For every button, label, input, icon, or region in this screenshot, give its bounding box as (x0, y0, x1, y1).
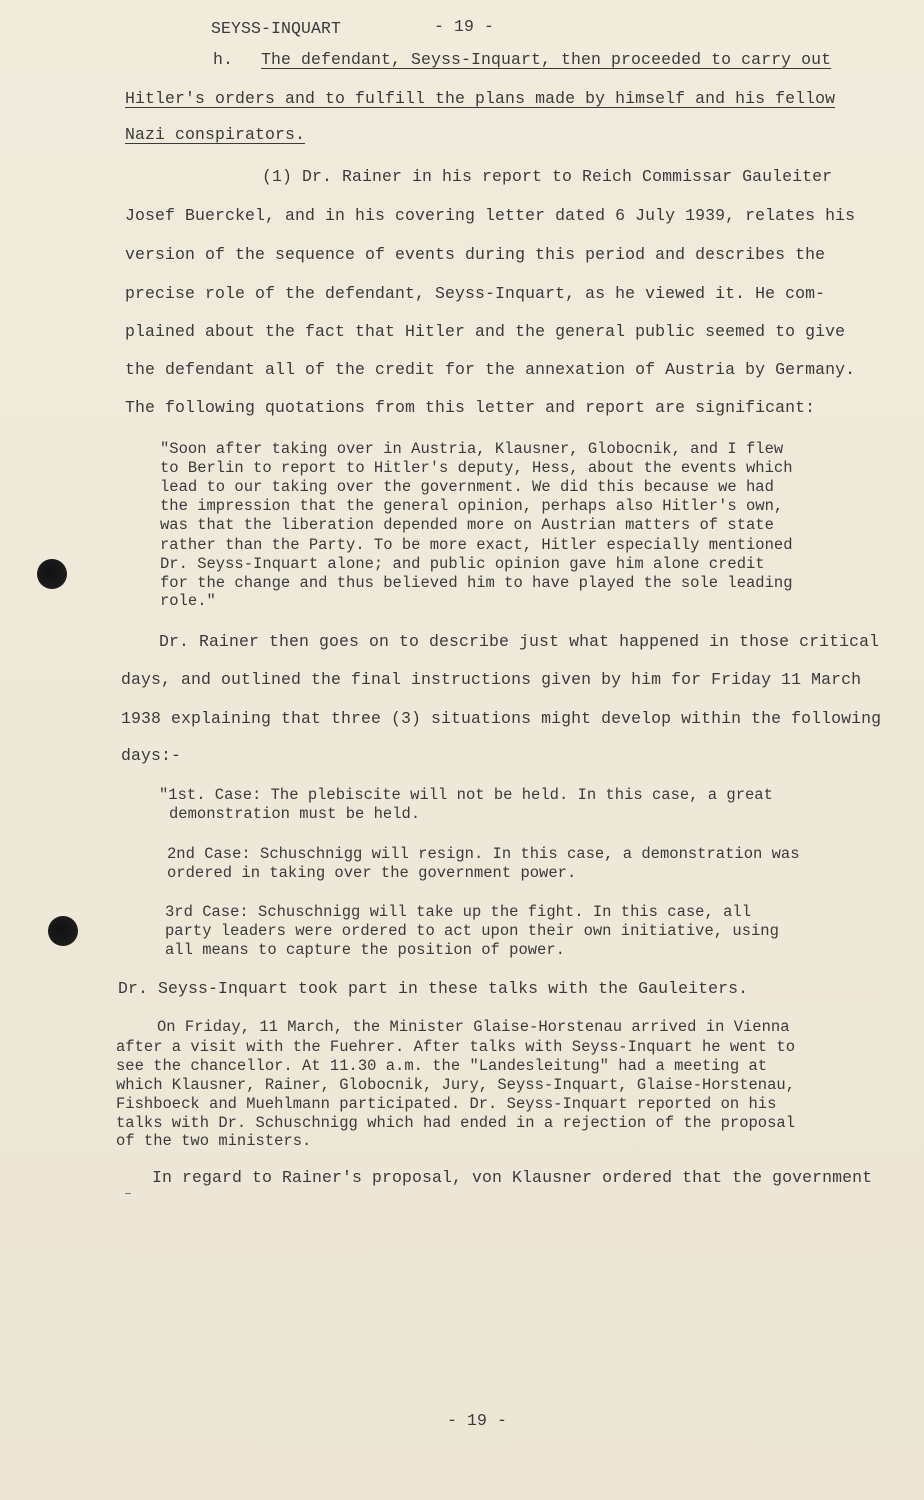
case3-line: 3rd Case: Schuschnigg will take up the fight. In this case, all (165, 903, 751, 921)
para4-line: talks with Dr. Schuschnigg which had ended in a rejection of the proposal (116, 1114, 796, 1132)
header-page-number: - 19 - (434, 17, 495, 36)
quote-line: was that the liberation depended more on Austrian matters of state (160, 516, 774, 534)
para1-line: The following quotations from this letter and report are significant: (125, 398, 816, 417)
para1-line: precise role of the defendant, Seyss-Inquart, as he viewed it. He com- (125, 284, 826, 303)
quote-line: lead to our taking over the government. We did this because we had (160, 478, 774, 496)
case1-line: demonstration must be held. (169, 805, 421, 823)
quote-line: the impression that the general opinion, perhaps also Hitler's own, (160, 497, 784, 515)
stray-mark (125, 1193, 131, 1194)
case3-line: all means to capture the position of power. (165, 941, 565, 959)
quote-line: "Soon after taking over in Austria, Klausner, Globocnik, and I flew (160, 440, 784, 458)
section-h-line-2: Hitler's orders and to fulfill the plans made by himself and his fellow (125, 89, 836, 108)
para1-line: the defendant all of the credit for the annexation of Austria by Germany. (125, 360, 856, 379)
para5-line: In regard to Rainer's proposal, von Klausner ordered that the government (152, 1168, 873, 1187)
case2-line: 2nd Case: Schuschnigg will resign. In this case, a demonstration was (167, 845, 800, 863)
para4-line: of the two ministers. (116, 1132, 312, 1150)
para2-line: days, and outlined the final instructions given by him for Friday 11 March (121, 670, 862, 689)
para2-line: Dr. Rainer then goes on to describe just what happened in those critical (159, 632, 880, 651)
footer-page-number: - 19 - (447, 1411, 508, 1430)
para3-line: Dr. Seyss-Inquart took part in these talks with the Gauleiters. (118, 979, 749, 998)
quote-line: to Berlin to report to Hitler's deputy, Hess, about the events which (160, 459, 793, 477)
section-h-line-3: Nazi conspirators. (125, 125, 306, 144)
quote-line: for the change and thus believed him to have played the sole leading (160, 574, 793, 592)
section-h-line-1: The defendant, Seyss-Inquart, then proceeded to carry out (261, 50, 832, 69)
case2-line: ordered in taking over the government power. (167, 864, 577, 882)
para2-line: days:- (121, 746, 182, 765)
section-letter: h. (213, 50, 234, 69)
punch-hole (37, 559, 67, 589)
para4-line: see the chancellor. At 11.30 a.m. the "Landesleitung" had a meeting at (116, 1057, 768, 1075)
para1-line: (1) Dr. Rainer in his report to Reich Commissar Gauleiter (262, 167, 833, 186)
header-title: SEYSS-INQUART (211, 19, 342, 38)
para1-line: Josef Buerckel, and in his covering letter dated 6 July 1939, relates his (125, 206, 856, 225)
para4-line: after a visit with the Fuehrer. After talks with Seyss-Inquart he went to (116, 1038, 796, 1056)
para1-line: version of the sequence of events during this period and describes the (125, 245, 826, 264)
quote-line: rather than the Party. To be more exact, Hitler especially mentioned (160, 536, 793, 554)
para2-line: 1938 explaining that three (3) situations might develop within the following (121, 709, 882, 728)
case3-line: party leaders were ordered to act upon their own initiative, using (165, 922, 779, 940)
case1-line: "1st. Case: The plebiscite will not be held. In this case, a great (159, 786, 773, 804)
para1-line: plained about the fact that Hitler and the general public seemed to give (125, 322, 846, 341)
punch-hole (48, 916, 78, 946)
quote-line: role." (160, 592, 216, 610)
para4-line: Fishboeck and Muehlmann participated. Dr. Seyss-Inquart reported on his (116, 1095, 777, 1113)
para4-line: On Friday, 11 March, the Minister Glaise-Horstenau arrived in Vienna (157, 1018, 790, 1036)
quote-line: Dr. Seyss-Inquart alone; and public opinion gave him alone credit (160, 555, 765, 573)
para4-line: which Klausner, Rainer, Globocnik, Jury, Seyss-Inquart, Glaise-Horstenau, (116, 1076, 796, 1094)
